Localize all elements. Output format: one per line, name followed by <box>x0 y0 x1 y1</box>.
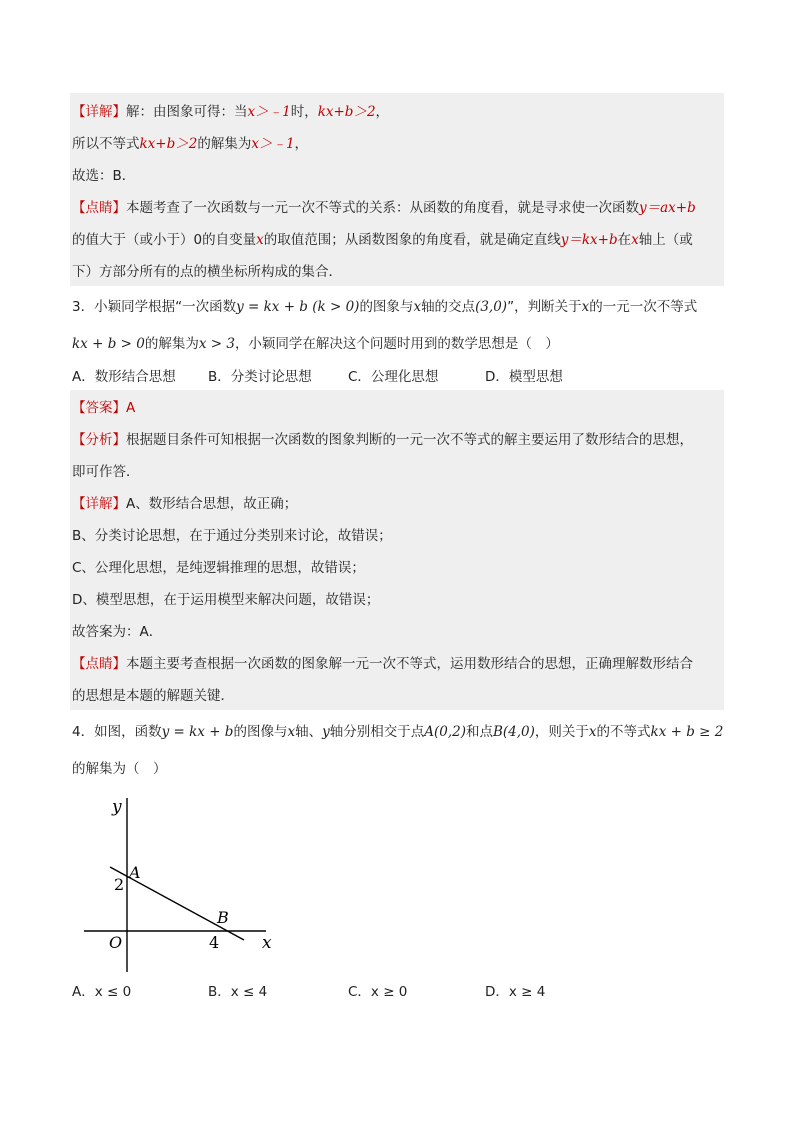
comment-tag: 【点睛】 <box>72 200 126 216</box>
point-b-label: B <box>217 908 229 927</box>
q4-option-a[interactable]: A．x ≤ 0 <box>72 984 132 1000</box>
y-axis-label: y <box>112 797 122 817</box>
comment-tag-2: 【点睛】 <box>72 656 126 672</box>
function-graph <box>80 790 290 980</box>
detail-line-d: D、模型思想，在于运用模型来解决问题，故错误； <box>72 592 380 608</box>
q3-option-d[interactable]: D．模型思想 <box>485 369 563 385</box>
answer-tag: 【答案】 <box>72 400 126 416</box>
tick-label-2: 2 <box>114 875 125 894</box>
comment-line-b1: 【点睛】本题主要考查根据一次函数的图象解一元一次不等式，运用数形结合的思想，正确理解数形结合 <box>72 656 693 672</box>
answer-line <box>72 398 135 418</box>
analysis-line-1: 【分析】根据题目条件可知根据一次函数的图象判断的一元一次不等式的解主要运用了数形结合的思想， <box>72 432 693 448</box>
question-4-line-1: 4．如图，函数y = kx + b的图像与x轴、y轴分别相交于点A(0,2)和点B(4,0)，则关于x的不等式kx + b ≥ 2 <box>72 724 724 740</box>
detail-tag: 【详解】 <box>72 104 126 120</box>
q3-option-b[interactable]: B．分类讨论思想 <box>208 369 312 385</box>
detail-conclusion: 故答案为：A． <box>72 624 163 640</box>
q4-option-b[interactable]: B．x ≤ 4 <box>208 984 268 1000</box>
tick-label-4: 4 <box>209 933 220 952</box>
q3-option-c[interactable]: C．公理化思想 <box>348 369 439 385</box>
detail-line-3: 故选：B． <box>72 168 136 184</box>
detail-tag-2: 【详解】 <box>72 496 126 512</box>
detail-line-a: 【详解】A、数形结合思想，故正确； <box>72 496 298 512</box>
comment-line-1: 【点睛】本题考查了一次函数与一元一次不等式的关系：从函数的角度看，就是寻求使一次函数y＝ax+b <box>72 200 696 216</box>
q4-option-c[interactable]: C．x ≥ 0 <box>348 984 408 1000</box>
detail-line-2: 所以不等式kx+b＞2的解集为x＞﹣1， <box>72 136 309 152</box>
comment-line-b2: 的思想是本题的解题关键． <box>72 688 234 704</box>
question-4-line-2: 的解集为（ ） <box>72 761 167 777</box>
q3-option-a[interactable]: A．数形结合思想 <box>72 369 176 385</box>
detail-line: 【详解】解：由图象可得：当x＞﹣1时，kx+b＞2， <box>72 104 390 120</box>
question-3-line-2: kx + b > 0的解集为x > 3，小颖同学在解决这个问题时用到的数学思想是（ ） <box>72 336 559 352</box>
analysis-line-2: 即可作答． <box>72 464 140 480</box>
point-a-label: A <box>129 863 141 882</box>
comment-line-3: 下）方部分所有的点的横坐标所构成的集合． <box>72 264 342 280</box>
detail-line-b: B、分类讨论思想，在于通过分类别来讨论，故错误； <box>72 528 392 544</box>
answer-value: A <box>126 400 136 416</box>
detail-line-c: C、公理化思想，是纯逻辑推理的思想，故错误； <box>72 560 365 576</box>
analysis-tag: 【分析】 <box>72 432 126 448</box>
q4-option-d[interactable]: D．x ≥ 4 <box>485 984 546 1000</box>
x-axis-label: x <box>262 933 272 953</box>
comment-line-2: 的值大于（或小于）0的自变量x的取值范围；从函数图象的角度看，就是确定直线y＝kx+b在x轴上（或 <box>72 232 693 248</box>
question-3-line-1: 3．小颖同学根据“一次函数y = kx + b (k > 0)的图象与x轴的交点(3,0)”，判断关于x的一元一次不等式 <box>72 299 698 315</box>
origin-label: O <box>109 933 123 952</box>
